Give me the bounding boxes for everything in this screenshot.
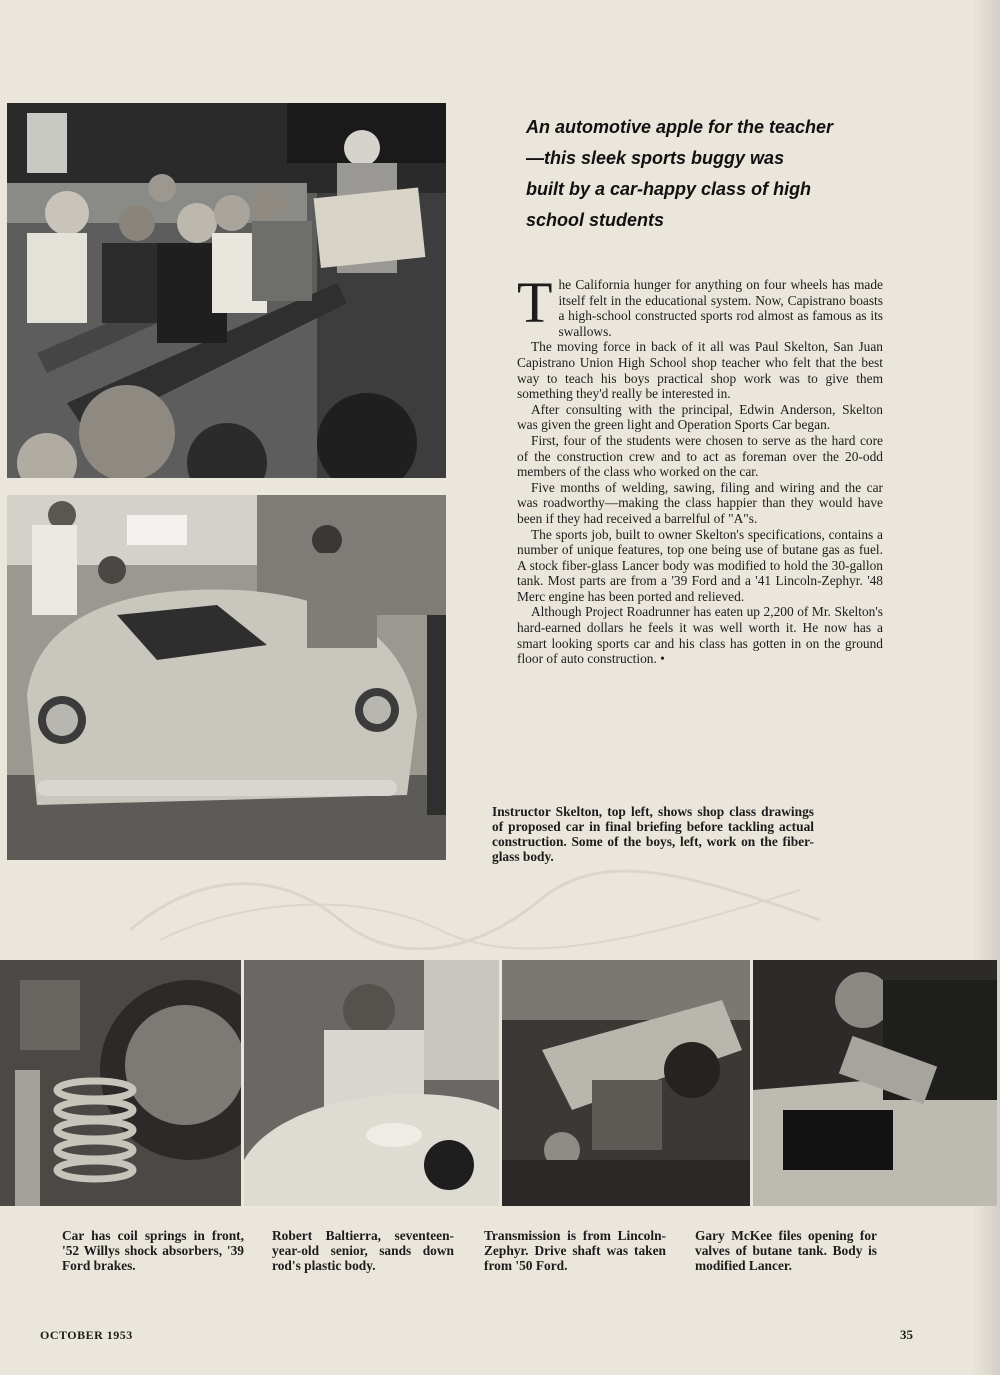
photo-students-working-on-car [7,495,446,860]
photo-classroom-briefing [7,103,446,478]
drop-cap: T [517,270,553,335]
caption-transmission: Transmission is from Lincoln-Zephyr. Drive shaft was taken from '50 Ford. [484,1228,666,1273]
article-paragraph [517,270,883,339]
article-paragraph: First, four of the students were chosen to serve as the hard core of the construction crew and to act as foreman over the 20-odd members of the class who worked on the car. [517,432,883,480]
article-body [517,270,883,667]
paragraph-text: he California hunger for anything on four wheels has made itself felt in the educational system. Now, Capistrano boasts a high-school constructed sports rod almost as famous as its swallows. [558,277,883,339]
photo-transmission [502,960,750,1206]
photo-sanding-body [244,960,499,1206]
page-number: 35 [900,1327,913,1342]
headline [526,112,906,236]
headline-line: built by a car-happy class of high [526,179,812,199]
article-paragraph: Five months of welding, sawing, filing and wiring and the car was roadworthy—making the class happier than they would have been if they had received a barrelful of "A"s. [517,479,883,526]
caption-main: Instructor Skelton, top left, shows shop class drawings of proposed car in final briefing before tackling actual construction. Some of the boys, left, work on the fiber-glass body. [492,804,814,864]
headline-line: school students [526,210,665,230]
headline-line: An automotive apple for the teacher [526,117,834,137]
footer-issue-date: OCTOBER 1953 [40,1328,133,1342]
watermark-decoration [120,860,840,950]
caption-sanding: Robert Baltierra, seventeen-year-old senior, sands down rod's plastic body. [272,1228,454,1273]
photo-filing-tank-opening [753,960,997,1206]
article-paragraph: The sports job, built to owner Skelton's specifications, contains a number of unique features, top one being use of butane gas as fuel. A stock fiber-glass Lancer body was modified to hold the 30-gallon tank. Most parts are from a '39 Ford and a '41 Lincoln-Zephyr. '48 Merc engine has been ported and relieved. [517,526,883,604]
article-paragraph: After consulting with the principal, Edwin Anderson, Skelton was given the green light and Operation Sports Car began. [517,401,883,433]
article-paragraph: The moving force in back of it all was Paul Skelton, San Juan Capistrano Union High School shop teacher who felt that the best way to teach his boys practical shop work was to give them something they'd really be interested in. [517,339,883,402]
caption-springs: Car has coil springs in front, '52 Willys shock absorbers, '39 Ford brakes. [62,1228,244,1273]
photo-coil-springs [0,960,241,1206]
caption-filing: Gary McKee files opening for valves of butane tank. Body is modified Lancer. [695,1228,877,1273]
article-paragraph: Although Project Roadrunner has eaten up 2,200 of Mr. Skelton's hard-earned dollars he feels it was well worth it. He now has a smart looking sports car and his class has gotten in on the ground floor of auto construction. • [517,604,883,667]
headline-line: —this sleek sports buggy was [526,148,785,168]
